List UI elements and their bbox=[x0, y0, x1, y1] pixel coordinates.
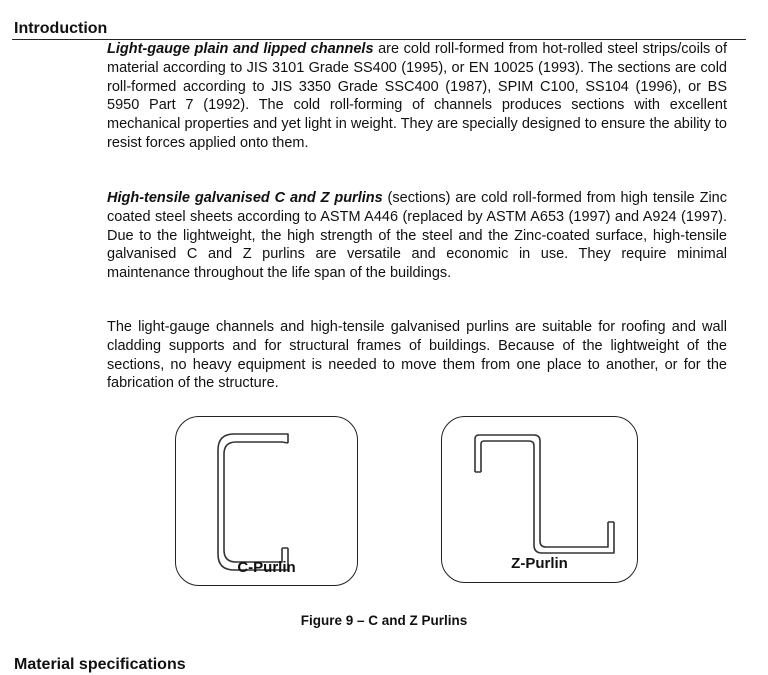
paragraph-lead: Light-gauge plain and lipped channels bbox=[107, 41, 374, 57]
paragraph-purlins bbox=[107, 189, 727, 283]
z-purlin-label: Z-Purlin bbox=[511, 555, 568, 572]
c-purlin-figure bbox=[175, 416, 358, 586]
next-section-heading: Material specifications bbox=[14, 656, 186, 673]
paragraph-text: (sections) are cold roll-formed from high tensile Zinc coated steel sheets according to ASTM A446 (replaced by ASTM A653 (1997) and A924 (1997). Due to the lightweight, the high strength of the steel and the Zinc-coated surface, high-tensile galvanised C and Z purlins are versatile and economic in use. They require minimal maintenance throughout the life span of the buildings. bbox=[107, 190, 727, 282]
z-purlin-figure bbox=[441, 416, 638, 583]
figure-caption: Figure 9 – C and Z Purlins bbox=[300, 613, 468, 628]
paragraph-text: The light-gauge channels and high-tensile galvanised purlins are suitable for roofing and wall cladding supports and for structural frames of buildings. Because of the lightweight of the sections, no heavy equipment is needed to move them from one place to another, or for the fabrication of the structure. bbox=[107, 319, 727, 392]
paragraph-applications bbox=[107, 318, 727, 393]
section-heading: Introduction bbox=[14, 20, 108, 37]
paragraph-text: are cold roll-formed from hot-rolled steel strips/coils of material according to JIS 3101 Grade SS400 (1995), or EN 10025 (1993). The sections are cold roll-formed according to JIS 3350 Grade SSC400 (1987), SPIM C100, SS104 (1996), or BS 5950 Part 7 (1992). The cold roll-forming of channels produces sections with excellent mechanical properties and yet light in weight. They are specially designed to ensure the ability to resist forces applied onto them. bbox=[107, 41, 727, 151]
c-purlin-label: C-Purlin bbox=[237, 559, 296, 576]
paragraph-channels bbox=[107, 40, 727, 153]
paragraph-lead: High-tensile galvanised C and Z purlins bbox=[107, 190, 383, 206]
